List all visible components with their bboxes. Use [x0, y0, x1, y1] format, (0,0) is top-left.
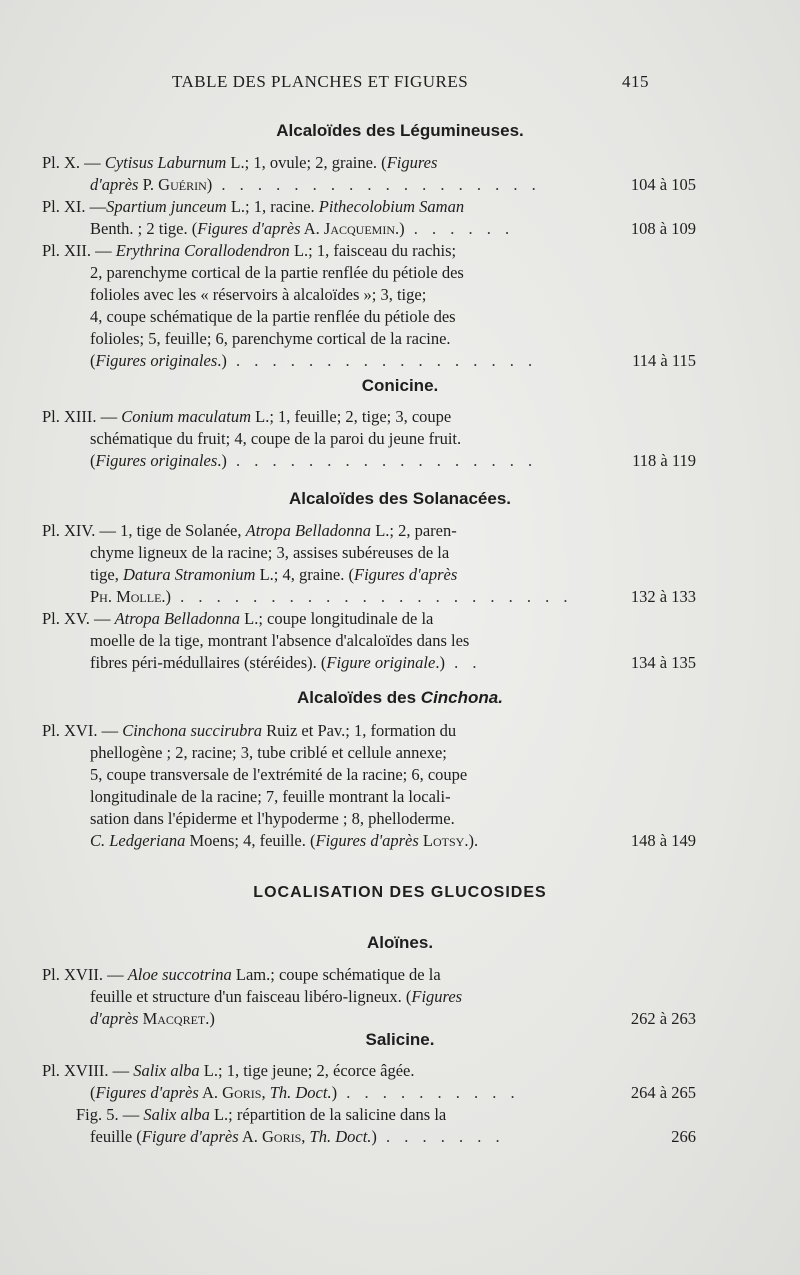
document-page: TABLE DES PLANCHES ET FIGURES 415 Alcaloïdes des Légumineuses. Pl. X. — Cytisus Laburnum L.; 1, ovule; 2, graine. (Figures d'après P. Guérin) . . . . . . . . . . . . . . . . . . 104 à 105 Pl. XI. —Spartium junceum L.; 1, racine. Pithecolobium Saman Benth. ; 2 tige. (Figures d'après A. Jacquemin.) . . . . . . 108 à 109 Pl. XII. — Erythrina Corallodendron L.; 1, faisceau du rachis; 2, parenchyme cortical de la partie renflée du pétiole des folioles avec les « réservoirs à alcaloïdes »; 3, tige; 4, coupe schématique de la partie renflée du pétiole des folioles; 5, feuille; 6, parenchyme cortical de la racine. (Figures originales.) . . . . . . . . . . . . . . . . . 114 à 115 Conicine. Pl. XIII. — Conium maculatum L.; 1, feuille; 2, tige; 3, coupe schématique du fruit; 4, coupe de la paroi du jeune fruit. (Figures originales.) . . . . . . . . . . . . . . . . . 118 à 119 Alcaloïdes des Solanacées. Pl. XIV. — 1, tige de Solanée, Atropa Belladonna L.; 2, paren- chyme ligneux de la racine; 3, assises subéreuses de la tige, Datura Stramonium L.; 4, graine. (Figures d'après Ph. Molle.) . . . . . . . . . . . . . . . . . . . . . . 132 à 133 Pl. XV. — Atropa Belladonna L.; coupe longitudinale de la moelle de la tige, montrant l'absence d'alcaloïdes dans les fibres péri-médullaires (stéréides). (Figure originale.) . . 134 à 135 Alcaloïdes des Cinchona. Pl. XVI. — Cinchona succirubra Ruiz et Pav.; 1, formation du phellogène ; 2, racine; 3, tube criblé et cellule annexe; 5, coupe transversale de l'extrémité de la racine; 6, coupe longitudinale de la racine; 7, feuille montrant la locali- sation dans l'épiderme et l'hypoderme ; 8, phelloderme. C. Ledgeriana Moens; 4, feuille. (Figures d'après Lotsy.). 148 à 149 LOCALISATION DES GLUCOSIDES Aloïnes. Pl. XVII. — Aloe succotrina Lam.; coupe schématique de la feuille et structure d'un faisceau libéro-ligneux. (Figures d'après Macqret.) 262 à 263 Salicine. Pl. XVIII. — Salix alba L.; 1, tige jeune; 2, écorce âgée. (Figures d'après A. Goris, Th. Doct.) . . . . . . . . . . 264 à 265 Fig. 5. — Salix alba L.; répartition de la salicine dans la feuille (Figure d'après A. Goris, Th. Doct.) . . . . . . . 266: [0, 0, 800, 1275]
running-header: [0, 72, 800, 96]
page-ref: 108 à 109: [630, 219, 696, 238]
section-title-localisation-glucosides: LOCALISATION DES GLUCOSIDES: [253, 884, 547, 901]
entry-line: Pl. X. — Cytisus Laburnum L.; 1, ovule; 2, graine. (Figures: [42, 153, 438, 172]
section-title-legumineuses: Alcaloïdes des Légumineuses.: [276, 121, 524, 140]
page-ref: 264 à 265: [630, 1083, 696, 1102]
page-ref: 114 à 115: [632, 351, 696, 370]
section-title-cinchona: Alcaloïdes des Cinchona.: [297, 688, 503, 707]
header-title: TABLE DES PLANCHES ET FIGURES: [172, 72, 469, 91]
section-title-conicine: Conicine.: [361, 376, 439, 395]
section-title-solanacees: Alcaloïdes des Solanacées.: [288, 489, 512, 508]
page-ref: 104 à 105: [630, 175, 696, 194]
section-title-aloines: Aloïnes.: [366, 933, 434, 952]
page-ref: 132 à 133: [630, 587, 696, 606]
page-ref: 148 à 149: [630, 831, 696, 850]
page-ref: 118 à 119: [632, 451, 696, 470]
page-ref: 262 à 263: [630, 1009, 696, 1028]
page-number: 415: [622, 72, 649, 91]
entry-line: d'après P. Guérin) . . . . . . . . . . . . . . . . . .: [90, 175, 541, 194]
page-ref: 134 à 135: [630, 653, 696, 672]
section-title-salicine: Salicine.: [365, 1030, 435, 1049]
page-ref: 266: [671, 1127, 696, 1146]
